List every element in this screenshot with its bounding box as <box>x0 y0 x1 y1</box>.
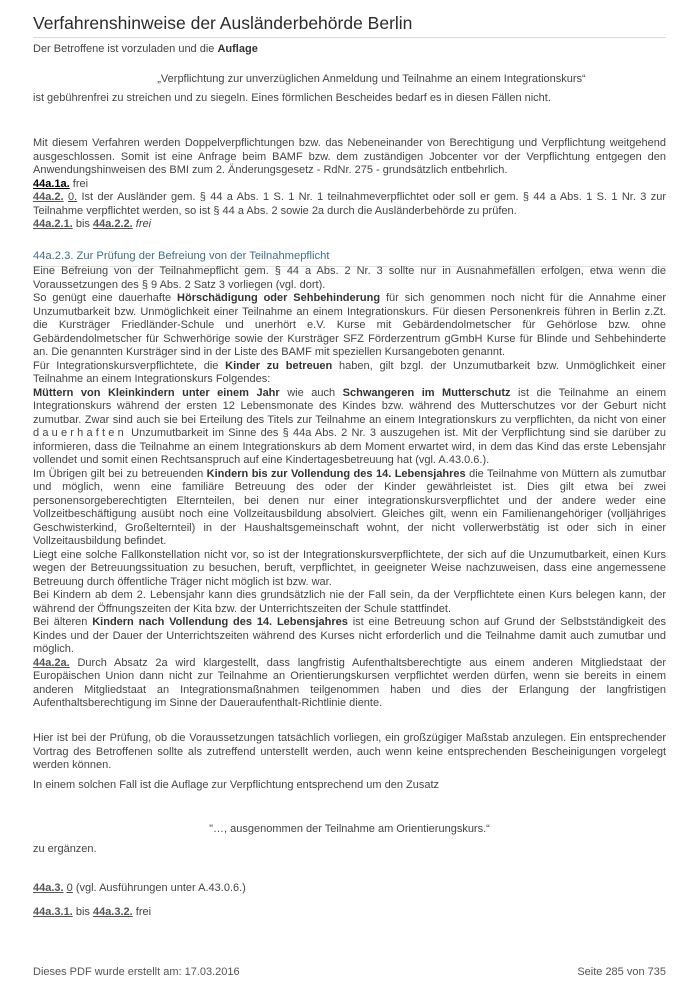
page-title: Verfahrenshinweise der Ausländerbehörde Berlin <box>33 12 666 38</box>
paragraph-kinder-betreuen: Für Integrationskursverpflichtete, die Kinder zu betreuen haben, gilt bzgl. der Unzumutbarkeit bzw. Unmöglichkeit einer Teilnahme an einem Integrationskurs Folgendes: <box>33 359 666 385</box>
link-44a-3-0[interactable]: 0 <box>66 882 73 894</box>
quote-orientierungskurs: "…, ausgenommen der Teilnahme am Orientierungskurs.“ <box>209 823 490 835</box>
intro-line <box>33 43 666 57</box>
paragraph-44a-2a: 44a.2a. Durch Absatz 2a wird klargestellt, dass langfristig Aufenthaltsberechtigte aus einem anderen Mitgliedstaat der Europäischen Union dann nicht zur Teilnahme an Orientierungskursen verpflichtet werden dürfen, wenn sie bereits in einem anderen Mitgliedstaat an Integrationsmaßnahmen teilgenommen haben und dies der Erlangung der langfristigen Aufenthaltsberechtigung im Sinne der Daueraufenthalt-Richtlinie diente. <box>33 656 666 709</box>
link-44a-1a[interactable]: 44a.1a. <box>33 178 70 190</box>
link-44a-2a[interactable]: 44a.2a. <box>33 656 70 669</box>
intro-line-2: ist gebührenfrei zu streichen und zu siegeln. Eines förmlichen Bescheides bedarf es in diesen Fällen nicht. <box>33 92 551 104</box>
link-44a-3[interactable]: 44a.3. <box>33 882 64 894</box>
zu-ergaenzen: zu ergänzen. <box>33 843 97 855</box>
link-44a-2[interactable]: 44a.2. <box>33 191 64 203</box>
ref-44a-2: 44a.2. 0. Ist der Ausländer gem. § 44 a Abs. 1 S. 1 Nr. 1 teilnahmeverpflichtet oder soll er gem. § 44 a Abs. 1 S. 1 Nr. 3 zur Teilnahme verpflichtet werden, so ist § 44 a Abs. 2 sowie 2a durch die Ausländerbehörde zu prüfen. <box>33 191 666 217</box>
intro-bold: Auflage <box>217 43 258 55</box>
paragraph-auflage-zusatz: In einem solchen Fall ist die Auflage zur Verpflichtung entsprechend um den Zusatz <box>33 779 440 791</box>
link-44a-3-1[interactable]: 44a.3.1. <box>33 906 73 918</box>
paragraph-fallkonstellation: Liegt eine solche Fallkonstellation nicht vor, so ist der Integrationskursverpflichtete, der sich auf die Unzumutbarkeit, einen Kurs wegen der Betreuungssituation zu besuchen, beruft, verpflichtet, in geeigneter Weise nachzuweisen, dass eine angemessene Betreuung durch öffentliche Träger nicht möglich ist bzw. war. <box>33 548 666 588</box>
ref-44a-2-1: 44a.2.1. bis 44a.2.2. frei <box>33 218 152 230</box>
paragraph-muettern: Müttern von Kleinkindern unter einem Jahr wie auch Schwangeren im Mutterschutz ist die Teilnahme an einem Integrationskurs während der ersten 12 Lebensmonate des Kindes bzw. während des Mutterschutzes vor der Geburt nicht zumutbar. Zwar sind auch sie bei Erteilung des Titels zur Teilnahme an einem Integrationskurs zu verpflichten, da nicht von einer dauerhaften Unzumutbarkeit im Sinne des § 44a Abs. 2 Nr. 3 auszugehen ist. Mit der Verpflichtung sind sie darüber zu informieren, dass die Teilnahme an einem Integrationskurs ab dem Moment erwartet wird, in dem das Kind das erste Lebensjahr vollendet und somit einen Rechtsanspruch auf eine Kindertagesbetreuung hat (vgl. A.43.0.6.). <box>33 386 666 466</box>
link-0[interactable]: 0. <box>67 191 78 203</box>
footer-created-date: Dieses PDF wurde erstellt am: 17.03.2016 <box>33 966 240 978</box>
footer-page-number: Seite 285 von 735 <box>577 966 666 978</box>
link-44a-3-2[interactable]: 44a.3.2. <box>92 906 133 918</box>
intro-text: Der Betroffene ist vorzuladen und die <box>33 43 218 55</box>
ref-44a-1a: 44a.1a. frei <box>33 178 89 190</box>
paragraph-massstab: Hier ist bei der Prüfung, ob die Voraussetzungen tatsächlich vorliegen, ein großzügiger Maßstab anzulegen. Ein entsprechender Vortrag des Betroffenen sollte als zutreffend unterstellt werden, auch wenn keine entsprechenden Bescheinigungen vorgelegt werden können. <box>33 732 666 771</box>
paragraph-kinder-14: Im Übrigen gilt bei zu betreuenden Kindern bis zur Vollendung des 14. Lebensjahres die Teilnahme von Müttern als zumutbar und möglich, wenn eine familiäre Betreuung des oder der Kinder gewährleistet ist. Dies gilt etwa bei zwei personensorgeberechtigten Elternteilen, bei denen nur einer integrationskursverpflichtet und der andere weder eine Vollzeitbeschäftigung ausübt noch eine Vollzeitausbildung absolviert. Gleiches gilt, wenn ein Familienangehöriger (volljähriges Geschwisterkind, Großelternteil) in der Haushaltsgemeinschaft wohnt, der nicht vollerwerbstätig ist oder sich in einer Vollzeitausbildung befindet. <box>33 467 666 547</box>
paragraph-doppelverpflichtungen: Mit diesem Verfahren werden Doppelverpflichtungen bzw. das Nebeneinander von Berechtigung und Verpflichtung weitgehend ausgeschlossen. Somit ist eine Anfrage beim BAMF bzw. dem zuständigen Jobcenter vor der Verpflichtung entgegen den Anwendungshinweisen des BMI zum 2. Änderungsgesetz - RdNr. 275 - grundsätzlich entbehrlich. <box>33 137 666 176</box>
link-44a-2-2[interactable]: 44a.2.2. <box>92 218 133 230</box>
paragraph-lebensjahr-2: Bei Kindern ab dem 2. Lebensjahr kann dies grundsätzlich nie der Fall sein, da der Verpflichtete einen Kurs belegen kann, der während der Öffnungszeiten der Kita bzw. der Unterrichtszeiten der Schule stattfindet. <box>33 589 666 615</box>
quote-obligation: „Verpflichtung zur unverzüglichen Anmeldung und Teilnahme an einem Integrationskurs“ <box>157 73 586 85</box>
paragraph-hoerschaedigung: So genügt eine dauerhafte Hörschädigung oder Sehbehinderung für sich genommen noch nicht für die Annahme einer Unzumutbarkeit bzw. Unmöglichkeit einer Teilnahme an einem Integrationskurs. Für diesen Personenkreis führen in Berlin z.Zt. die Kursträger Friedländer-Schule und unerhört e.V. Kurse mit Gebärdendolmetscher für Gehörlose bzw. ohne Gebärdendolmetscher für Schwerhörige sowie der Kursträger SFZ Förderzentrum gGmbH Kurse für Blinde und Sehbehinderte an. Die genannten Kursträger sind in der Liste des BAMF mit speziellen Kursangeboten genannt. <box>33 292 667 358</box>
ref-44a-3-1: 44a.3.1. bis 44a.3.2. frei <box>33 906 152 918</box>
link-44a-2-1[interactable]: 44a.2.1. <box>33 218 73 230</box>
section-heading: 44a.2.3. Zur Prüfung der Befreiung von der Teilnahmepflicht <box>33 250 666 267</box>
paragraph-befreiung: Eine Befreiung von der Teilnahmepflicht gem. § 44 a Abs. 2 Nr. 3 sollte nur in Ausnahmefällen erfolgen, etwa wenn die Voraussetzungen des § 9 Abs. 2 Satz 3 vorliegen (vgl. dort). <box>33 265 666 291</box>
paragraph-aeltere-kinder: Bei älteren Kindern nach Vollendung des 14. Lebensjahres ist eine Betreuung schon auf Grund der Selbstständigkeit des Kindes und der Dauer der Unterrichtszeiten während des Kurses nicht erforderlich und die Teilnahme damit auch zumutbar und möglich. <box>33 616 666 655</box>
ref-44a-3: 44a.3. 0 (vgl. Ausführungen unter A.43.0.6.) <box>33 882 246 894</box>
section-body <box>33 265 666 711</box>
